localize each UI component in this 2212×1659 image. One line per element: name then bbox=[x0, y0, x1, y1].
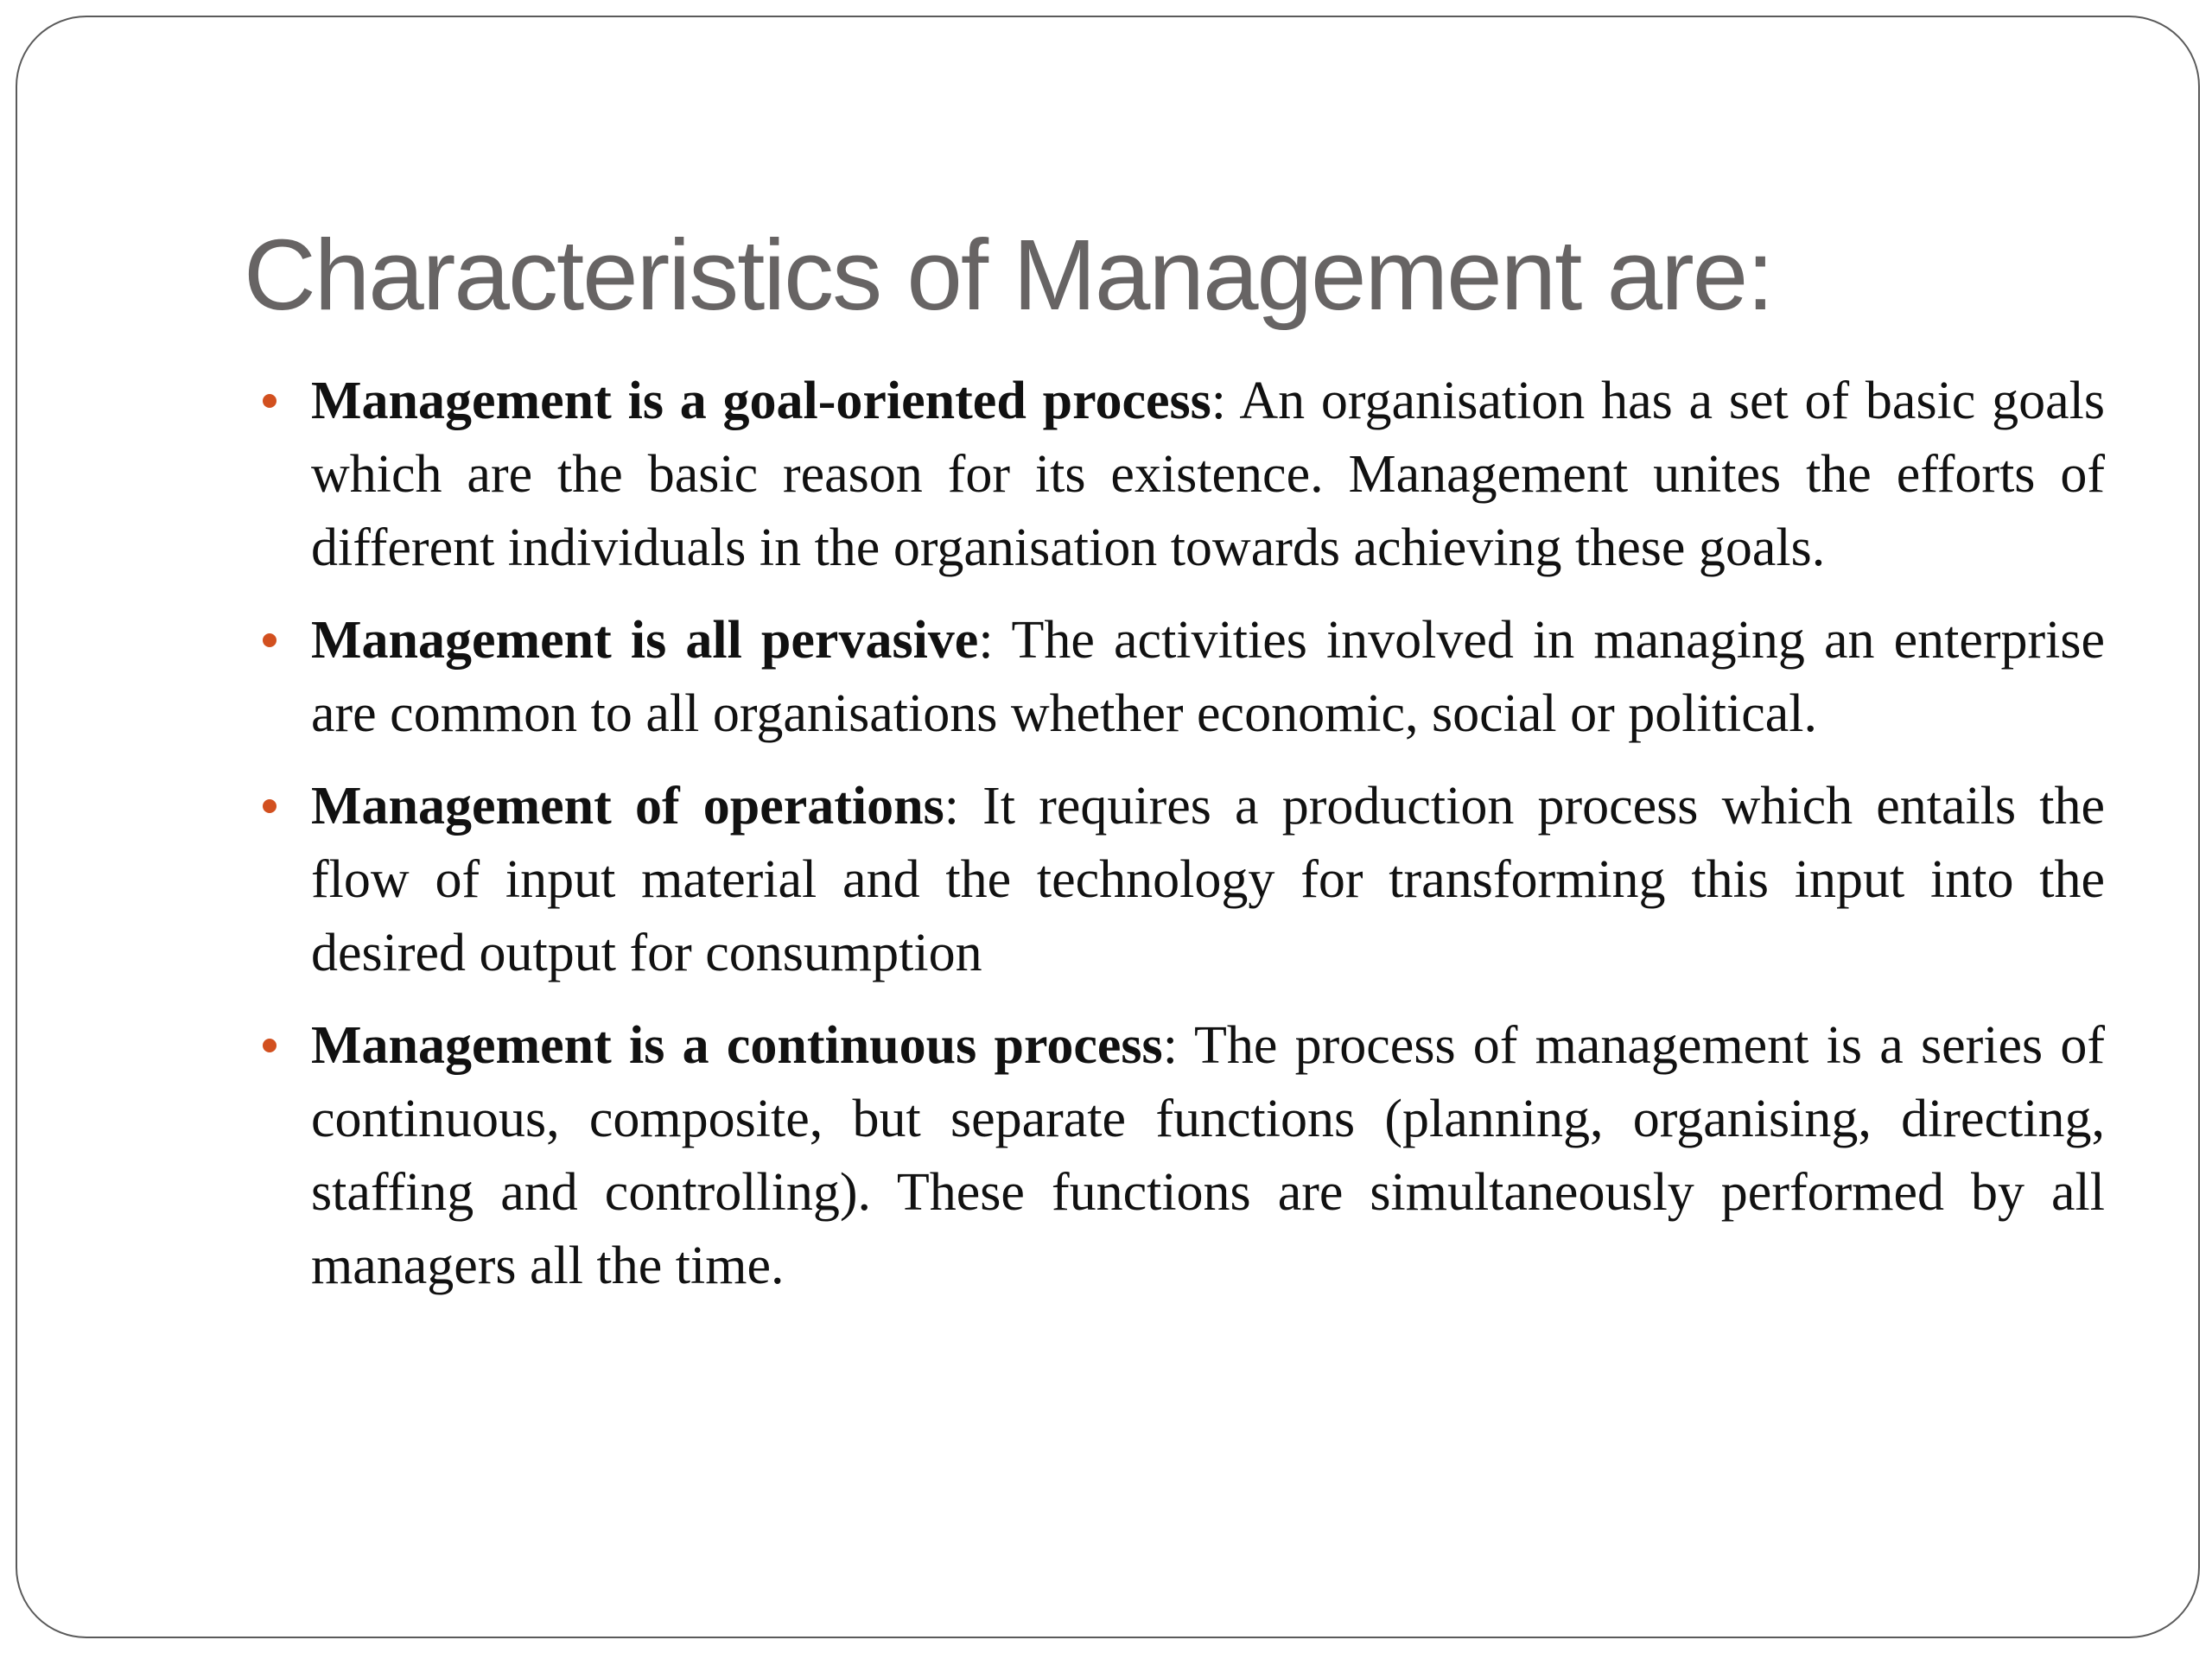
bullet-text: : The process of management is a series of continuous, composite, but separate functions (planning, organising, directing, staffing and controlling). These functions are simultaneously performed by all managers all the time. bbox=[311, 1016, 2105, 1295]
bullet-term: Management of operations bbox=[311, 777, 944, 836]
bullet-term: Management is a goal-oriented process bbox=[311, 372, 1211, 430]
bullet-dot-icon bbox=[263, 394, 276, 408]
bullet-text: : It requires a production process which entails the flow of input material and the technology for transforming this input into the desired output for consumption bbox=[311, 777, 2105, 982]
bullet-dot-icon bbox=[263, 799, 276, 813]
bullet-term: Management is a continuous process bbox=[311, 1016, 1163, 1075]
bullet-text: : An organisation has a set of basic goals which are the basic reason for its existence. Management unites the efforts of different individuals in the organisation towards achieving these goals. bbox=[311, 372, 2105, 577]
bullet-item-continuous-process bbox=[245, 1009, 2105, 1303]
bullet-dot-icon bbox=[263, 1039, 276, 1052]
bullet-item-operations bbox=[245, 770, 2105, 990]
bullet-term: Management is all pervasive bbox=[311, 611, 979, 670]
bullet-list bbox=[245, 365, 2105, 1322]
bullet-item-all-pervasive bbox=[245, 604, 2105, 751]
bullet-dot-icon bbox=[263, 633, 276, 647]
bullet-item-goal-oriented bbox=[245, 365, 2105, 585]
bullet-text: : The activities involved in managing an enterprise are common to all organisations whether economic, social or political. bbox=[311, 611, 2105, 743]
slide-title: Characteristics of Management are: bbox=[244, 219, 1773, 331]
slide bbox=[16, 16, 2200, 1638]
